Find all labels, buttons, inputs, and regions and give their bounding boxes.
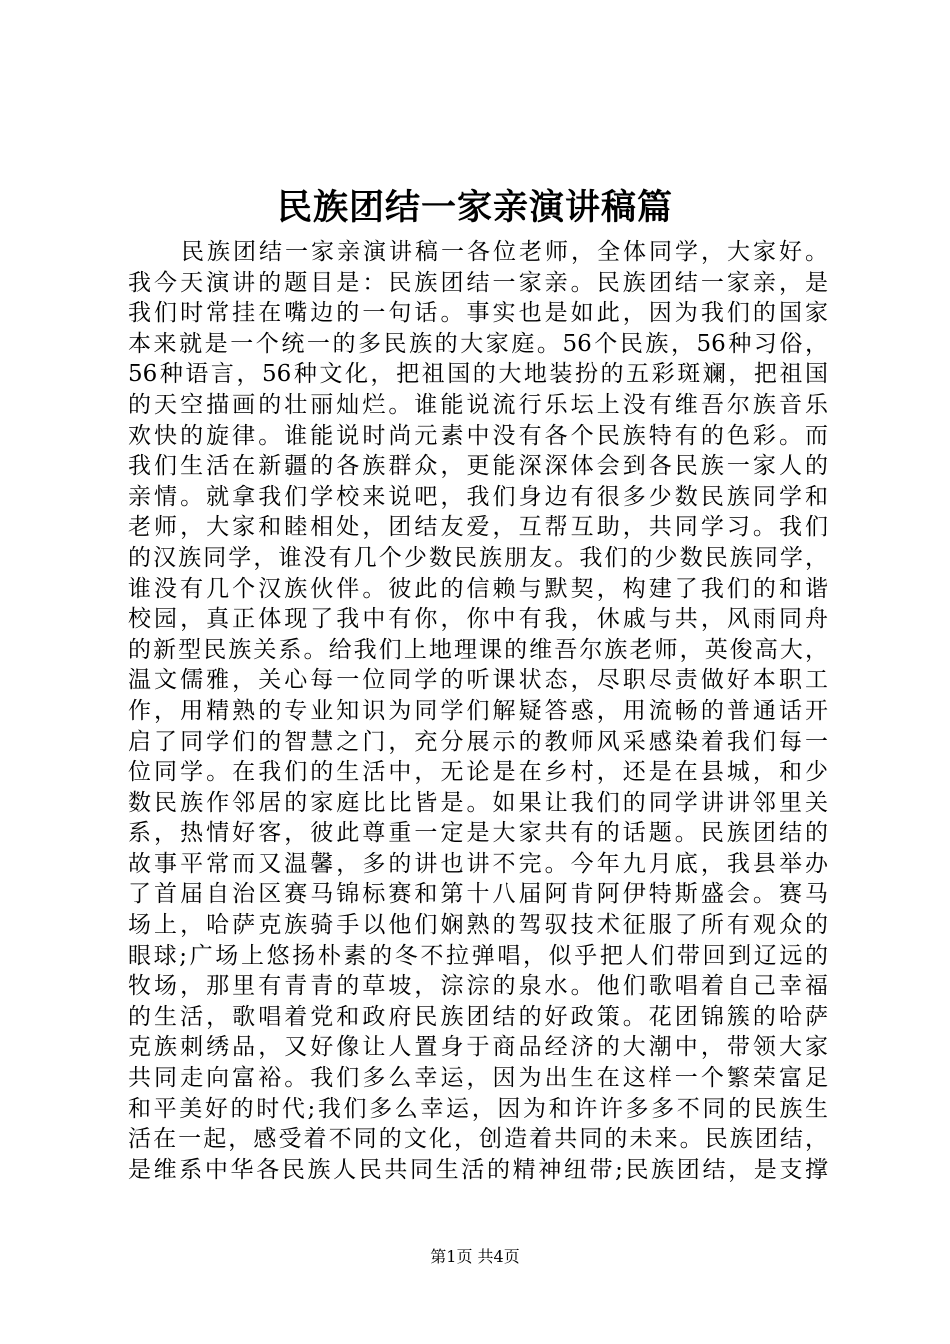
page-footer: 第1页 共4页 [430,1247,520,1266]
body-line: 和平美好的时代;我们多么幸运，因为和许许多多不同的民族生 [128,1095,828,1122]
body-line: 我们时常挂在嘴边的一句话。事实也是如此，因为我们的国家 [128,300,828,327]
body-line: 的生活，歌唱着党和政府民族团结的好政策。花团锦簇的哈萨 [128,1003,828,1030]
body-line: 亲情。就拿我们学校来说吧，我们身边有很多少数民族同学和 [128,483,828,510]
body-line: 位同学。在我们的生活中，无论是在乡村，还是在县城，和少 [128,759,828,786]
body-line: 牧场，那里有青青的草坡，淙淙的泉水。他们歌唱着自己幸福 [128,973,828,1000]
body-line: 的天空描画的壮丽灿烂。谁能说流行乐坛上没有维吾尔族音乐 [128,391,828,418]
body-line: 作，用精熟的专业知识为同学们解疑答惑，用流畅的普通话开 [128,697,828,724]
body-line: 系，热情好客，彼此尊重一定是大家共有的话题。民族团结的 [128,820,828,847]
body-line: 启了同学们的智慧之门，充分展示的教师风采感染着我们每一 [128,728,828,755]
body-line: 谁没有几个汉族伙伴。彼此的信赖与默契，构建了我们的和谐 [128,575,828,602]
body-line: 是维系中华各民族人民共同生活的精神纽带;民族团结，是支撑 [128,1156,828,1183]
body-line: 活在一起，感受着不同的文化，创造着共同的未来。民族团结， [128,1126,828,1153]
body-line: 了首届自治区赛马锦标赛和第十八届阿肯阿伊特斯盛会。赛马 [128,881,828,908]
body-line: 共同走向富裕。我们多么幸运，因为出生在这样一个繁荣富足 [128,1065,828,1092]
body-line: 数民族作邻居的家庭比比皆是。如果让我们的同学讲讲邻里关 [128,789,828,816]
body-line: 本来就是一个统一的多民族的大家庭。56个民族，56种习俗， [128,330,828,357]
document-title: 民族团结一家亲演讲稿篇 [276,187,673,228]
body-line: 场上，哈萨克族骑手以他们娴熟的驾驭技术征服了所有观众的 [128,912,828,939]
body-line: 我们生活在新疆的各族群众，更能深深体会到各民族一家人的 [128,453,828,480]
body-line: 欢快的旋律。谁能说时尚元素中没有各个民族特有的色彩。而 [128,422,828,449]
body-line: 的新型民族关系。给我们上地理课的维吾尔族老师，英俊高大， [128,636,828,663]
body-line: 的汉族同学，谁没有几个少数民族朋友。我们的少数民族同学， [128,544,828,571]
body-line: 老师，大家和睦相处，团结友爱，互帮互助，共同学习。我们 [128,514,828,541]
body-line: 克族刺绣品，又好像让人置身于商品经济的大潮中，带领大家 [128,1034,828,1061]
body-line: 校园，真正体现了我中有你，你中有我，休戚与共，风雨同舟 [128,606,828,633]
body-line: 我今天演讲的题目是：民族团结一家亲。民族团结一家亲，是 [128,269,828,296]
body-line: 眼球;广场上悠扬朴素的冬不拉弹唱，似乎把人们带回到辽远的 [128,942,828,969]
body-line: 温文儒雅，关心每一位同学的听课状态，尽职尽责做好本职工 [128,667,828,694]
body-line: 56种语言，56种文化，把祖国的大地装扮的五彩斑斓，把祖国 [128,361,828,388]
document-body [128,237,828,1185]
body-line: 故事平常而又温馨，多的讲也讲不完。今年九月底，我县举办 [128,850,828,877]
body-line: 民族团结一家亲演讲稿一各位老师，全体同学，大家好。 [181,239,828,265]
